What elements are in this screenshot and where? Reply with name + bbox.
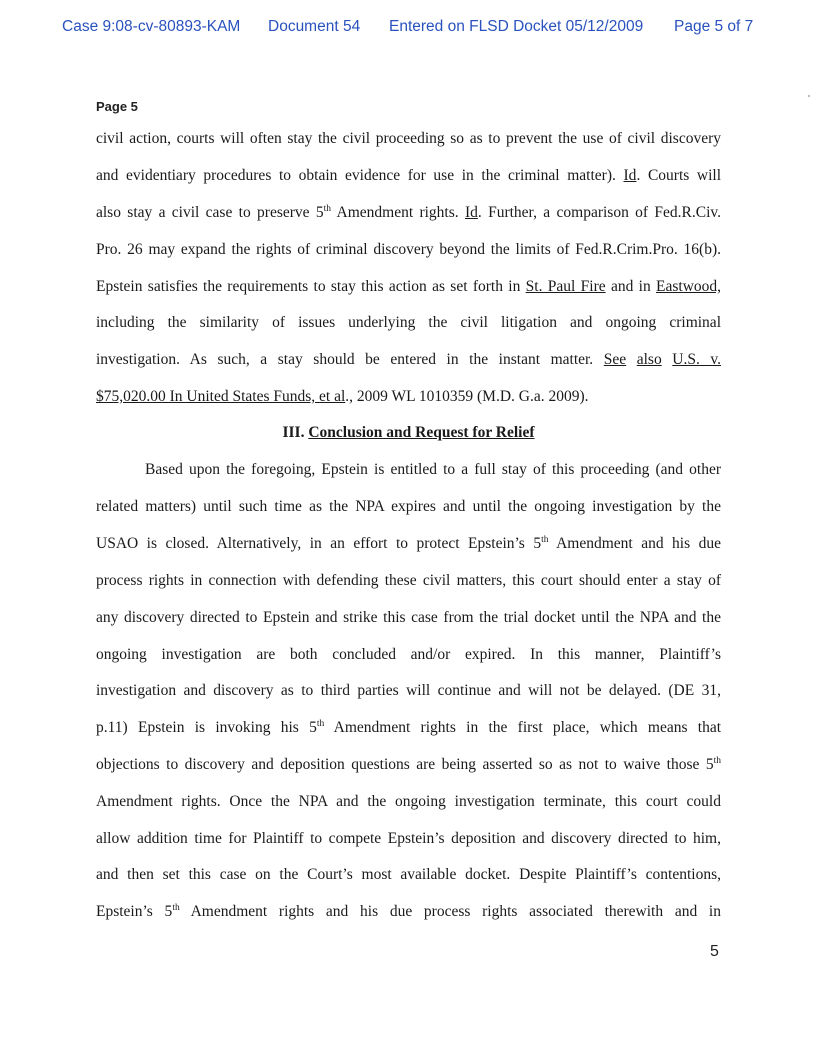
text-line: ongoing investigation are both concluded and/or expired. In this manner, Plaintiff’s xyxy=(96,646,721,663)
citation-id: Id xyxy=(464,204,478,221)
text-line: USAO is closed. Alternatively, in an effort to protect Epstein’s 5th Amendment and his due xyxy=(96,535,721,552)
text-line: Amendment rights. Once the NPA and the ongoing investigation terminate, this court could xyxy=(96,793,721,810)
text-line: allow addition time for Plaintiff to compete Epstein’s deposition and discovery directed to him, xyxy=(96,830,721,847)
text-line: Based upon the foregoing, Epstein is entitled to a full stay of this proceeding (and other xyxy=(145,461,721,478)
case-citation: Eastwood, xyxy=(656,278,722,295)
page-number: 5 xyxy=(710,943,719,960)
text-line: Pro. 26 may expand the rights of criminal discovery beyond the limits of Fed.R.Crim.Pro. 16(b). xyxy=(96,241,721,258)
document-number: Document 54 xyxy=(268,18,361,35)
text-line: civil action, courts will often stay the civil proceeding so as to prevent the use of civil discovery xyxy=(96,130,721,147)
text-line: $75,020.00 In United States Funds, et al., 2009 WL 1010359 (M.D. G.a. 2009). xyxy=(96,388,589,405)
text-line: process rights in connection with defending these civil matters, this court should enter a stay of xyxy=(96,572,721,589)
case-citation: U.S. v. xyxy=(672,351,722,368)
text-line: objections to discovery and deposition questions are being asserted so as not to waive those 5th xyxy=(96,756,721,773)
scan-speck xyxy=(808,95,810,97)
text-line: and evidentiary procedures to obtain evidence for use in the criminal matter). Id. Courts will xyxy=(96,167,722,184)
text-line: and then set this case on the Court’s most available docket. Despite Plaintiff’s contentions, xyxy=(96,866,721,883)
page-of-total: Page 5 of 7 xyxy=(674,18,754,35)
text-line: including the similarity of issues underlying the civil litigation and ongoing criminal xyxy=(96,314,721,331)
docket-entry-date: Entered on FLSD Docket 05/12/2009 xyxy=(389,18,644,35)
case-number: Case 9:08-cv-80893-KAM xyxy=(62,18,241,35)
text-line: related matters) until such time as the NPA expires and until the ongoing investigation by the xyxy=(96,498,721,515)
text-line: also stay a civil case to preserve 5th Amendment rights. Id. Further, a comparison of Fed.R.Civ. xyxy=(96,204,721,221)
text-line: Epstein satisfies the requirements to stay this action as set forth in St. Paul Fire and in Eastwood, xyxy=(96,278,722,295)
text-line: Epstein’s 5th Amendment rights and his due process rights associated therewith and in xyxy=(96,903,721,920)
text-line: investigation and discovery as to third parties will continue and will not be delayed. (DE 31, xyxy=(96,682,721,699)
case-citation: St. Paul Fire xyxy=(525,278,606,295)
text-line: p.11) Epstein is invoking his 5th Amendment rights in the first place, which means that xyxy=(96,719,722,736)
citation-id: Id xyxy=(623,167,637,184)
page-label: Page 5 xyxy=(96,99,138,114)
text-line: any discovery directed to Epstein and strike this case from the trial docket until the NPA and the xyxy=(96,609,721,626)
text-line: investigation. As such, a stay should be entered in the instant matter. See also U.S. v. xyxy=(96,351,722,368)
section-heading: III. Conclusion and Request for Relief xyxy=(282,424,535,441)
case-citation: $75,020.00 In United States Funds, et al xyxy=(96,388,346,405)
